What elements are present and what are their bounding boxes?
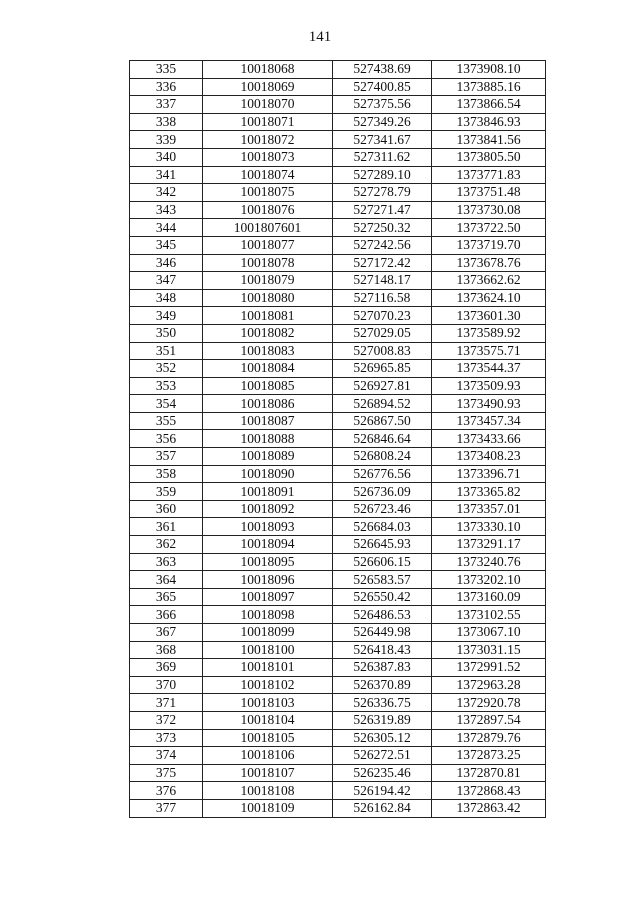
row-index-cell: 373 (130, 729, 203, 747)
y-coordinate-cell: 1373357.01 (432, 500, 546, 518)
y-coordinate-cell: 1372868.43 (432, 782, 546, 800)
table-row (130, 764, 546, 782)
point-id-cell: 1001807601 (203, 219, 333, 237)
x-coordinate-cell: 527341.67 (333, 131, 432, 149)
table-row (130, 236, 546, 254)
point-id-cell: 10018104 (203, 711, 333, 729)
x-coordinate-cell: 526808.24 (333, 448, 432, 466)
table-row (130, 272, 546, 290)
table-row (130, 148, 546, 166)
row-index-cell: 353 (130, 377, 203, 395)
table-row (130, 747, 546, 765)
point-id-cell: 10018070 (203, 96, 333, 114)
x-coordinate-cell: 527242.56 (333, 236, 432, 254)
table-row (130, 166, 546, 184)
x-coordinate-cell: 527438.69 (333, 61, 432, 79)
x-coordinate-cell: 527148.17 (333, 272, 432, 290)
row-index-cell: 344 (130, 219, 203, 237)
table-row (130, 377, 546, 395)
point-id-cell: 10018079 (203, 272, 333, 290)
table-row (130, 782, 546, 800)
point-id-cell: 10018068 (203, 61, 333, 79)
table-row (130, 483, 546, 501)
row-index-cell: 342 (130, 184, 203, 202)
y-coordinate-cell: 1373509.93 (432, 377, 546, 395)
point-id-cell: 10018084 (203, 360, 333, 378)
y-coordinate-cell: 1373544.37 (432, 360, 546, 378)
x-coordinate-cell: 526894.52 (333, 395, 432, 413)
row-index-cell: 352 (130, 360, 203, 378)
table-row (130, 219, 546, 237)
table-row (130, 184, 546, 202)
x-coordinate-cell: 527172.42 (333, 254, 432, 272)
row-index-cell: 356 (130, 430, 203, 448)
table-row (130, 412, 546, 430)
y-coordinate-cell: 1373575.71 (432, 342, 546, 360)
row-index-cell: 368 (130, 641, 203, 659)
y-coordinate-cell: 1373841.56 (432, 131, 546, 149)
row-index-cell: 354 (130, 395, 203, 413)
point-id-cell: 10018100 (203, 641, 333, 659)
row-index-cell: 364 (130, 571, 203, 589)
y-coordinate-cell: 1372870.81 (432, 764, 546, 782)
x-coordinate-cell: 526846.64 (333, 430, 432, 448)
row-index-cell: 372 (130, 711, 203, 729)
table-row (130, 536, 546, 554)
table-row (130, 78, 546, 96)
table-row (130, 307, 546, 325)
y-coordinate-cell: 1373457.34 (432, 412, 546, 430)
row-index-cell: 345 (130, 236, 203, 254)
y-coordinate-cell: 1373067.10 (432, 624, 546, 642)
point-id-cell: 10018101 (203, 659, 333, 677)
y-coordinate-cell: 1373624.10 (432, 289, 546, 307)
row-index-cell: 343 (130, 201, 203, 219)
point-id-cell: 10018069 (203, 78, 333, 96)
y-coordinate-cell: 1373433.66 (432, 430, 546, 448)
point-id-cell: 10018090 (203, 465, 333, 483)
row-index-cell: 357 (130, 448, 203, 466)
y-coordinate-cell: 1373291.17 (432, 536, 546, 554)
x-coordinate-cell: 526736.09 (333, 483, 432, 501)
x-coordinate-cell: 527375.56 (333, 96, 432, 114)
x-coordinate-cell: 526550.42 (333, 588, 432, 606)
x-coordinate-cell: 526927.81 (333, 377, 432, 395)
point-id-cell: 10018092 (203, 500, 333, 518)
point-id-cell: 10018102 (203, 676, 333, 694)
point-id-cell: 10018082 (203, 324, 333, 342)
x-coordinate-cell: 526486.53 (333, 606, 432, 624)
x-coordinate-cell: 526194.42 (333, 782, 432, 800)
point-id-cell: 10018088 (203, 430, 333, 448)
table-row (130, 342, 546, 360)
x-coordinate-cell: 526305.12 (333, 729, 432, 747)
table-row (130, 61, 546, 79)
x-coordinate-cell: 527271.47 (333, 201, 432, 219)
y-coordinate-cell: 1372991.52 (432, 659, 546, 677)
row-index-cell: 335 (130, 61, 203, 79)
y-coordinate-cell: 1373601.30 (432, 307, 546, 325)
point-id-cell: 10018086 (203, 395, 333, 413)
x-coordinate-cell: 526684.03 (333, 518, 432, 536)
point-id-cell: 10018098 (203, 606, 333, 624)
row-index-cell: 365 (130, 588, 203, 606)
row-index-cell: 369 (130, 659, 203, 677)
x-coordinate-cell: 526235.46 (333, 764, 432, 782)
x-coordinate-cell: 526319.89 (333, 711, 432, 729)
x-coordinate-cell: 526336.75 (333, 694, 432, 712)
table-row (130, 131, 546, 149)
x-coordinate-cell: 526162.84 (333, 799, 432, 817)
y-coordinate-cell: 1372920.78 (432, 694, 546, 712)
point-id-cell: 10018075 (203, 184, 333, 202)
row-index-cell: 366 (130, 606, 203, 624)
x-coordinate-cell: 526272.51 (333, 747, 432, 765)
table-row (130, 430, 546, 448)
point-id-cell: 10018085 (203, 377, 333, 395)
y-coordinate-cell: 1373202.10 (432, 571, 546, 589)
y-coordinate-cell: 1373751.48 (432, 184, 546, 202)
row-index-cell: 361 (130, 518, 203, 536)
x-coordinate-cell: 527311.62 (333, 148, 432, 166)
table-row (130, 676, 546, 694)
table-row (130, 289, 546, 307)
point-id-cell: 10018109 (203, 799, 333, 817)
table-body (130, 61, 546, 818)
page-number: 141 (308, 29, 332, 45)
x-coordinate-cell: 526723.46 (333, 500, 432, 518)
x-coordinate-cell: 526387.83 (333, 659, 432, 677)
point-id-cell: 10018097 (203, 588, 333, 606)
point-id-cell: 10018106 (203, 747, 333, 765)
row-index-cell: 337 (130, 96, 203, 114)
y-coordinate-cell: 1373160.09 (432, 588, 546, 606)
table-row (130, 96, 546, 114)
table-row (130, 694, 546, 712)
point-id-cell: 10018089 (203, 448, 333, 466)
table-row (130, 395, 546, 413)
point-id-cell: 10018071 (203, 113, 333, 131)
x-coordinate-cell: 527400.85 (333, 78, 432, 96)
table-row (130, 518, 546, 536)
point-id-cell: 10018083 (203, 342, 333, 360)
table-row (130, 588, 546, 606)
table-row (130, 606, 546, 624)
x-coordinate-cell: 526370.89 (333, 676, 432, 694)
table-row (130, 113, 546, 131)
y-coordinate-cell: 1373240.76 (432, 553, 546, 571)
x-coordinate-cell: 527250.32 (333, 219, 432, 237)
row-index-cell: 351 (130, 342, 203, 360)
row-index-cell: 367 (130, 624, 203, 642)
table-row (130, 553, 546, 571)
row-index-cell: 348 (130, 289, 203, 307)
y-coordinate-cell: 1373678.76 (432, 254, 546, 272)
y-coordinate-cell: 1373490.93 (432, 395, 546, 413)
table-row (130, 799, 546, 817)
table-row (130, 659, 546, 677)
x-coordinate-cell: 526583.57 (333, 571, 432, 589)
point-id-cell: 10018072 (203, 131, 333, 149)
row-index-cell: 371 (130, 694, 203, 712)
y-coordinate-cell: 1373885.16 (432, 78, 546, 96)
y-coordinate-cell: 1373722.50 (432, 219, 546, 237)
coordinates-table (129, 60, 546, 818)
point-id-cell: 10018073 (203, 148, 333, 166)
row-index-cell: 358 (130, 465, 203, 483)
x-coordinate-cell: 527116.58 (333, 289, 432, 307)
point-id-cell: 10018076 (203, 201, 333, 219)
x-coordinate-cell: 526645.93 (333, 536, 432, 554)
row-index-cell: 349 (130, 307, 203, 325)
y-coordinate-cell: 1373031.15 (432, 641, 546, 659)
row-index-cell: 359 (130, 483, 203, 501)
point-id-cell: 10018074 (203, 166, 333, 184)
point-id-cell: 10018095 (203, 553, 333, 571)
row-index-cell: 375 (130, 764, 203, 782)
table-row (130, 254, 546, 272)
y-coordinate-cell: 1373719.70 (432, 236, 546, 254)
x-coordinate-cell: 527349.26 (333, 113, 432, 131)
y-coordinate-cell: 1373408.23 (432, 448, 546, 466)
y-coordinate-cell: 1373102.55 (432, 606, 546, 624)
y-coordinate-cell: 1373662.62 (432, 272, 546, 290)
point-id-cell: 10018078 (203, 254, 333, 272)
row-index-cell: 347 (130, 272, 203, 290)
x-coordinate-cell: 526965.85 (333, 360, 432, 378)
row-index-cell: 336 (130, 78, 203, 96)
table-row (130, 500, 546, 518)
y-coordinate-cell: 1373866.54 (432, 96, 546, 114)
table-row (130, 571, 546, 589)
x-coordinate-cell: 527029.05 (333, 324, 432, 342)
row-index-cell: 340 (130, 148, 203, 166)
point-id-cell: 10018093 (203, 518, 333, 536)
table-row (130, 360, 546, 378)
y-coordinate-cell: 1373805.50 (432, 148, 546, 166)
table-row (130, 324, 546, 342)
row-index-cell: 370 (130, 676, 203, 694)
x-coordinate-cell: 526776.56 (333, 465, 432, 483)
x-coordinate-cell: 526867.50 (333, 412, 432, 430)
y-coordinate-cell: 1373730.08 (432, 201, 546, 219)
point-id-cell: 10018096 (203, 571, 333, 589)
row-index-cell: 374 (130, 747, 203, 765)
row-index-cell: 377 (130, 799, 203, 817)
y-coordinate-cell: 1373330.10 (432, 518, 546, 536)
table-row (130, 729, 546, 747)
row-index-cell: 339 (130, 131, 203, 149)
y-coordinate-cell: 1372879.76 (432, 729, 546, 747)
table-row (130, 641, 546, 659)
row-index-cell: 350 (130, 324, 203, 342)
point-id-cell: 10018107 (203, 764, 333, 782)
point-id-cell: 10018080 (203, 289, 333, 307)
point-id-cell: 10018077 (203, 236, 333, 254)
point-id-cell: 10018091 (203, 483, 333, 501)
y-coordinate-cell: 1373908.10 (432, 61, 546, 79)
x-coordinate-cell: 527070.23 (333, 307, 432, 325)
x-coordinate-cell: 526418.43 (333, 641, 432, 659)
y-coordinate-cell: 1372963.28 (432, 676, 546, 694)
row-index-cell: 341 (130, 166, 203, 184)
table-row (130, 448, 546, 466)
point-id-cell: 10018087 (203, 412, 333, 430)
point-id-cell: 10018099 (203, 624, 333, 642)
x-coordinate-cell: 527278.79 (333, 184, 432, 202)
y-coordinate-cell: 1373846.93 (432, 113, 546, 131)
table-row (130, 201, 546, 219)
point-id-cell: 10018108 (203, 782, 333, 800)
y-coordinate-cell: 1373396.71 (432, 465, 546, 483)
y-coordinate-cell: 1372897.54 (432, 711, 546, 729)
table-row (130, 711, 546, 729)
row-index-cell: 362 (130, 536, 203, 554)
y-coordinate-cell: 1372863.42 (432, 799, 546, 817)
row-index-cell: 355 (130, 412, 203, 430)
point-id-cell: 10018105 (203, 729, 333, 747)
row-index-cell: 360 (130, 500, 203, 518)
row-index-cell: 376 (130, 782, 203, 800)
point-id-cell: 10018094 (203, 536, 333, 554)
table-row (130, 465, 546, 483)
row-index-cell: 363 (130, 553, 203, 571)
y-coordinate-cell: 1373365.82 (432, 483, 546, 501)
x-coordinate-cell: 526449.98 (333, 624, 432, 642)
y-coordinate-cell: 1372873.25 (432, 747, 546, 765)
x-coordinate-cell: 527008.83 (333, 342, 432, 360)
x-coordinate-cell: 526606.15 (333, 553, 432, 571)
point-id-cell: 10018103 (203, 694, 333, 712)
y-coordinate-cell: 1373771.83 (432, 166, 546, 184)
row-index-cell: 338 (130, 113, 203, 131)
row-index-cell: 346 (130, 254, 203, 272)
point-id-cell: 10018081 (203, 307, 333, 325)
x-coordinate-cell: 527289.10 (333, 166, 432, 184)
y-coordinate-cell: 1373589.92 (432, 324, 546, 342)
table-row (130, 624, 546, 642)
